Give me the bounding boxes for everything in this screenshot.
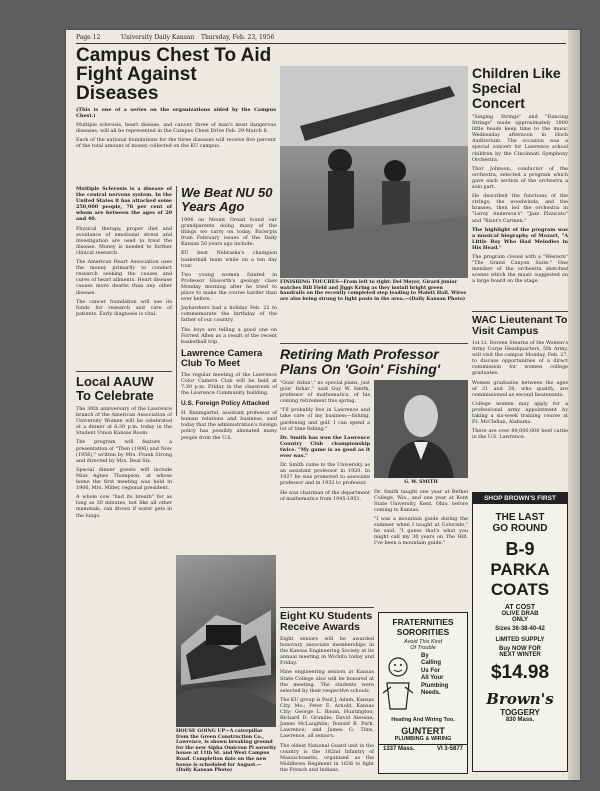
ad-parka: PARKA <box>490 560 550 579</box>
aauw-headline: Local AAUW To Celebrate <box>76 374 154 403</box>
retiring-story <box>280 340 468 600</box>
portrait-illustration <box>374 380 468 478</box>
ad-fraternities: FRATERNITIES <box>392 617 454 627</box>
ad-go-round: GO ROUND <box>492 523 548 534</box>
ad-company-sub: PLUMBING & WIRING <box>394 736 452 742</box>
ad-calling: Calling <box>421 660 442 667</box>
wac-p2: Women graduates between the ages of 21 and 28, who qualify, are commissioned as second lieutenants. <box>472 379 568 398</box>
children-p2: Thor Johnson, conductor of the orchestra, selected a program which gave each section of the orchestra a solo part. <box>472 165 568 191</box>
retiring-p3: Dr. Smith has won the Lawrence Country Club championship twice. "My game is as good as it ever was." <box>280 434 370 460</box>
issue-date: Thursday, Feb. 23, 1956 <box>201 34 275 41</box>
ad-coats: COATS <box>490 580 550 599</box>
ad-toggery: TOGGERY <box>500 708 540 717</box>
eight-ku-p4: The oldest National Guard unit in the country is the 182nd Infantry of Massachusetts, organized as the Middlesex Regiment in 1636 to fight the French and Indians. <box>280 742 374 773</box>
ad-sizes: Sizes 36-38-40-42 <box>495 626 545 632</box>
house-photo-caption: HOUSE GOING UP—A caterpillar from the Green Construction Co., Lawrence, is shown breaking ground for the new Alpha Omicron Pi sorority house at 11th St. and West Campus Road. Completion date on the new house is scheduled for August.—(Daily Kansan Photo) <box>176 729 277 774</box>
children-headline: Children Like Special Concert <box>472 65 561 111</box>
eight-ku-p2: Nine engineering seniors at Kansas State College also will be honored at the meeting. The students were selected by their respective schools. <box>280 669 374 694</box>
divider <box>280 343 468 344</box>
ad-at-cost: AT COST <box>504 604 536 611</box>
ad-buy-now: Buy NOW FOR <box>499 646 541 652</box>
camera-club-headline: Lawrence Camera Club To Meet <box>181 347 263 369</box>
nu-p4: Jayhawkers had a holiday Feb. 22 to commemorate the birthday of the father of our country. <box>181 305 277 324</box>
ad-sororities: SORORITIES <box>396 627 450 637</box>
smith-portrait-photo <box>374 380 468 478</box>
camera-club-text: The regular meeting of the Lawrence Color Camera Club will be held at 7:30 p.m. Friday in the classroom of the Lawrence Community building. <box>181 371 277 397</box>
retiring-p7: "I was a mountain guide during the summer when I taught at Colorado," he said. "I guess that's what you might call my 30 years on The Hill. I've been a mountain guide." <box>374 515 468 547</box>
retiring-p6: Dr. Smith taught one year at Bethel College, Wis., and one year at Kent State University, Kent, Ohio, before coming to Kansas. <box>374 488 468 513</box>
children-p1: "Singing Strings" and "Dancing Strings" made approximately 1800 little heads keep time to the music Wednesday afternoon in Hoch Auditorium. The occasion was a special concert for Lawrence school children by the Cincinnati Symphony Orchestra. <box>472 114 568 163</box>
retiring-p5: He was chairman of the department of mathematics from 1945-1951. <box>280 489 370 502</box>
handrail-workers-photo <box>280 66 468 278</box>
plumbing-ad <box>378 612 468 774</box>
aauw-p2: The program will feature a presentation of "Then (1906) and Now (1956)," written by Mrs. Frank Strong and directed by Mrs. Deal Six. <box>76 439 172 464</box>
nu-p5: The boys are telling a good one on Forrest Allen as a result of the recent basketball trip. <box>181 326 277 345</box>
divider <box>280 607 374 608</box>
ad-plumbing: Plumbing <box>421 682 449 689</box>
eight-ku-p1: Eight seniors will be awarded honorary associate memberships in the Kansas Engineering Society at its annual meeting in Wichita today and Friday. <box>280 636 374 667</box>
campus-chest-continued <box>76 186 172 366</box>
divider <box>472 311 568 312</box>
caterpillar-illustration <box>176 555 276 727</box>
ad-limited: LIMITED SUPPLY <box>495 637 545 643</box>
campus-chest-p2: Each of the national foundations for the three diseases will receive five percent of the total amount of money collected on the KU campus. <box>76 137 276 150</box>
ad-shop-first: SHOP BROWN'S FIRST <box>473 493 567 504</box>
aauw-story <box>76 368 172 568</box>
aauw-p1: The 30th anniversary of the Lawrence branch of the American Association of University Women will be celebrated at a dinner at 6:30 p.m. today in the Student Union Kansas Room. <box>76 406 172 437</box>
wac-headline: WAC Lieutenant To Visit Campus <box>472 314 568 337</box>
aauw-p3: Special dinner guests will include Miss Agnes Thompson, at whose home the first meeting was held in 1906. Mrs. Miller, regional president. <box>76 466 172 492</box>
campus-chest-headline: Campus Chest To Aid Fight Against Diseases <box>76 45 272 104</box>
campus-chest-p5: The American Heart Association uses the money primarily to conduct research seeking the causes and cures of heart ailments. Heart disease causes more deaths than any other disease. <box>76 259 172 296</box>
nu-p1: 1906 on Mount Oread found our grandparents doing many of the things we carry on today. Excerpts from February issues of the Daily Kansan 50 years ago include: <box>181 217 277 248</box>
campus-chest-p6: The cancer foundation will use its funds for research and care of patients. Early diagnosis is vital. <box>76 298 172 317</box>
wac-p3: College women may apply for a professional army appointment by taking a six-week training course at Ft. McClellan, Alabama. <box>472 400 568 426</box>
children-concert-story <box>472 66 568 306</box>
retiring-p1: "Goin' fishin'," no special plans, just goin' fishin'," said Guy W. Smith, professor of mathematics, of his coming retirement this spring. <box>280 380 370 405</box>
browns-toggery-ad <box>472 492 568 772</box>
ad-only: ONLY <box>511 617 529 623</box>
children-p5: The program closed with a "Western" "The Grand Canyon Suite." One member of the orchestra sketched scenes which the music suggested on a large board on the stage. <box>472 253 568 285</box>
ad-store-address: 830 Mass. <box>505 717 535 723</box>
nu-p3: Two young women fainted in Professor Haworth's geology class Monday morning after he tried to place to make the course harder than ever before. <box>181 271 277 303</box>
paper-name: University Daily Kansan <box>121 34 195 41</box>
campus-chest-p4: Physical therapy, proper diet and avoidance of emotional stress and investigation are used to treat the disease. Money is needed to further clinical research. <box>76 225 172 256</box>
ad-price: $14.98 <box>490 662 550 683</box>
house-construction-photo <box>176 555 276 727</box>
nu-p2: KU beat Nebraska's champion basketball team while on a ten day tour. <box>181 250 277 269</box>
campus-chest-story <box>76 46 276 153</box>
ad-us-for: Us For <box>421 667 441 674</box>
eight-ku-story <box>280 604 374 774</box>
ad-next-winter: NEXT WINTER <box>499 652 541 658</box>
ad-heating: Heating And Wiring Too. <box>391 717 455 723</box>
ad-the-last: THE LAST <box>495 512 545 523</box>
ad-by: By <box>421 653 429 659</box>
eight-ku-p3: The KU group is Paul J. Adam, Kansas City, Mo.; Peter E. Arnold, Kansas City; George L. Baum, Huntington; Richard D. Grundie; David Alessan; James McLaughlin; Donald B. Park, Lawrence; and James G. Tims, Lawrence, all seniors. <box>280 696 374 740</box>
campus-chest-intro: (This is one of a series on the organizations aided by the Campus Chest.) <box>76 107 276 120</box>
aauw-p4: A whole cow "had its breath" for as long as 30 minutes, but like all other mammals, can drown if water gets in the lungs. <box>76 494 172 519</box>
ad-store-name: Brown's <box>486 690 554 708</box>
ad-tagline-1: Avoid This Kind <box>403 639 443 645</box>
children-p3: He described the functions of the strings, the woodwinds, and the brasses, then led the orchestra in "Leroy Anderson's" "Jazz Pizzicato" and "Bizet's Carmen." <box>472 193 568 224</box>
masthead <box>76 33 566 44</box>
nu-story <box>176 185 277 441</box>
foreign-policy-text: H. Baumgartel, assistant professor of human relations and business, said today that the administration's foreign policy has possibly alienated many people from the U.S. <box>181 410 277 441</box>
ad-needs: Needs. <box>421 690 441 697</box>
ad-olive-drab: OLIVE DRAB <box>501 611 539 617</box>
wac-story <box>472 308 568 488</box>
finishing-photo-caption: FINISHING TOUCHES—From left to right: Del Meyer, Girard junior watches Bill Field and Jiggs Kring as they install bright green handrails on the recently completed step leading to Malott Hall. Wires are also being strung to light posts in the area.—(Daily Kansan Photo) <box>280 280 467 302</box>
ad-all-your: All Your <box>421 675 444 682</box>
children-p4: The highlight of the program was a musical biography of Mozart, "A Little Boy Who Had Melodies in His Head." <box>472 226 568 251</box>
cartoon-plumber-icon <box>379 653 417 715</box>
retiring-p2: "I'll probably live in Lawrence and take care of my business—fishing, gardening and golf. I can spend a lot of time fishing." <box>280 407 370 432</box>
ad-phone: VI 3-5877 <box>436 746 463 752</box>
nu-headline: We Beat NU 50 Years Ago <box>181 185 273 214</box>
page-fold-shadow <box>568 30 580 780</box>
newspaper-page <box>66 30 580 780</box>
page-number: Page 12 <box>76 34 101 41</box>
retiring-p4: Dr. Smith came to the University as an assistant professor in 1920. In 1927 he was promoted to associate professor and in 1932 to professor. <box>280 462 370 487</box>
wac-p4: There are over 80,000,000 beef cattle in the U.S. Lawrence. <box>472 428 568 441</box>
campus-chest-p3: Multiple Sclerosis is a disease of the central nervous system. In the United States it has attacked some 250,000 people, 76 per cent of whom are between the ages of 20 and 40. <box>76 186 172 223</box>
smith-caption: G. W. SMITH <box>404 480 438 485</box>
ad-company: GUNTERT <box>401 726 445 736</box>
foreign-policy-headline: U.S. Foreign Policy Attacked <box>181 400 270 408</box>
house-photo-block <box>176 555 277 774</box>
divider <box>76 371 172 372</box>
eight-ku-headline: Eight KU Students Receive Awards <box>280 610 373 633</box>
ad-b9: B-9 <box>505 539 535 559</box>
ad-address: 1337 Mass. <box>383 746 415 752</box>
workers-illustration <box>280 66 468 278</box>
wac-p1: 1st Lt. Doreen Stearns of the Women's Army Corps Headquarters, 5th Army, will visit the campus Monday, Feb. 27, to discuss opportunities of a direct commission for women college graduates. <box>472 340 568 377</box>
ad-tagline-2: Of Trouble <box>410 645 436 651</box>
campus-chest-p1: Multiple sclerosis, heart disease, and cancer, three of man's most dangerous diseases, will all be represented in the Campus Chest Drive Feb. 29-March 8. <box>76 122 276 135</box>
finishing-photo-block <box>280 66 468 366</box>
retiring-headline: Retiring Math Professor Plans On 'Goin' Fishing' <box>280 346 441 377</box>
